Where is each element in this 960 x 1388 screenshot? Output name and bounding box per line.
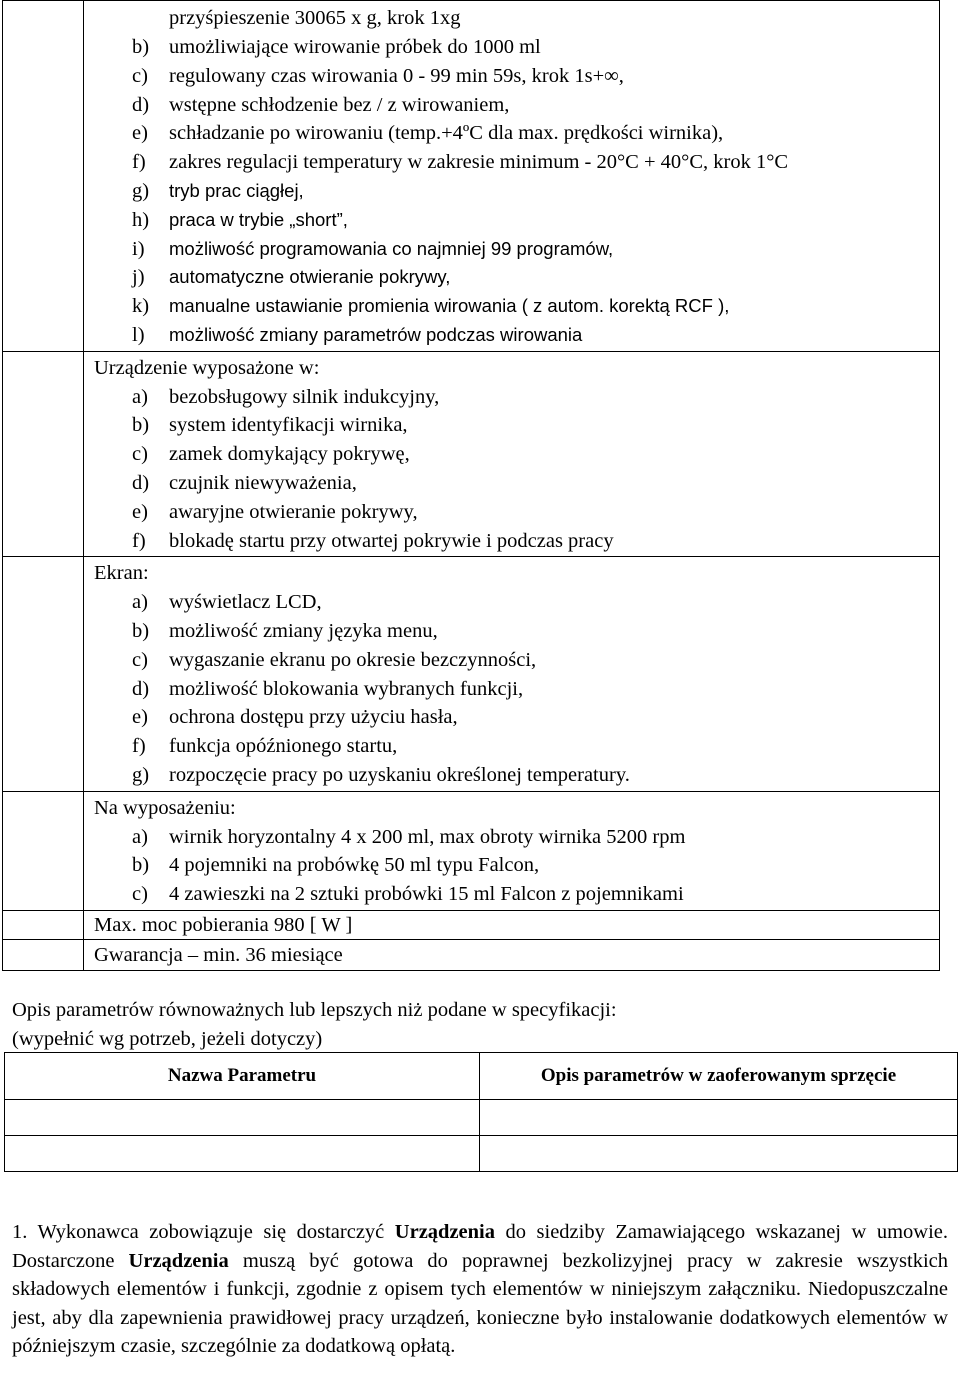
list-item — [94, 411, 939, 440]
accessories-list — [94, 823, 939, 909]
list-item — [94, 148, 939, 177]
list-item — [94, 761, 939, 790]
equipped-list — [94, 383, 939, 556]
list-item-label: j) — [132, 266, 145, 289]
list-item-label: c) — [132, 648, 148, 671]
list-item — [94, 119, 939, 148]
list-item-text: umożliwiające wirowanie próbek do 1000 ml — [169, 36, 541, 58]
list-item-text: bezobsługowy silnik indukcyjny, — [169, 385, 440, 408]
list-item-text: rozpoczęcie pracy po uzyskaniu określonej temperatury. — [169, 763, 630, 786]
list-item-text: wygaszanie ekranu po okresie bezczynności, — [169, 648, 537, 671]
closing-text-3: muszą być gotowa do poprawnej bezkolizyjnej pracy w zakresie wszystkich składowych elementów i funkcji, zgodnie z opisem tych elementów w niniejszym załączniku. Niedopuszczalne jest, aby dla zapewnienia prawidłowej pracy urządzeń, konieczne było instalowanie dodatkowych elementów w późniejszym czasie, szczególnie za dodatkową opłatą. — [12, 1249, 948, 1358]
list-item-text: blokadę startu przy otwartej pokrywie i podczas pracy — [169, 529, 614, 552]
list-item-text: wyświetlacz LCD, — [169, 591, 322, 614]
list-item-label: g) — [132, 179, 150, 202]
table-cell[interactable] — [5, 1136, 480, 1172]
equivalents-line1: Opis parametrów równoważnych lub lepszych niż podane w specyfikacji: — [12, 999, 617, 1021]
list-item-text: zakres regulacji temperatury w zakresie minimum - 20°C + 40°C, krok 1°C — [169, 151, 789, 174]
equivalents-table-row — [5, 1136, 958, 1172]
spec-row-screen — [3, 557, 940, 791]
list-item — [94, 527, 939, 556]
list-item — [94, 703, 939, 732]
closing-bold-1: Urządzenia — [394, 1221, 495, 1243]
list-item — [94, 383, 939, 412]
screen-list — [94, 588, 939, 790]
list-item-text: schładzanie po wirowaniu (temp.+4ºC dla max. prędkości wirnika), — [169, 122, 724, 145]
list-item-label: d) — [132, 93, 150, 116]
spec-row-equipped — [3, 351, 940, 557]
list-item-label: f) — [132, 151, 146, 174]
list-item — [94, 321, 939, 350]
list-item-label: b) — [132, 36, 150, 58]
equivalents-line2: (wypełnić wg potrzeb, jeżeli dotyczy) — [12, 1028, 323, 1050]
list-item-label: c) — [132, 443, 148, 466]
list-item-label: f) — [132, 529, 146, 552]
list-item — [94, 823, 939, 852]
list-item — [94, 62, 939, 91]
list-item-text: wirnik horyzontalny 4 x 200 ml, max obroty wirnika 5200 rpm — [169, 825, 686, 848]
list-item-label: l) — [132, 323, 145, 346]
spec-left-cell — [3, 1, 84, 352]
specification-table — [2, 0, 940, 971]
list-item — [94, 588, 939, 617]
spec-list-block1 — [94, 33, 939, 350]
list-item — [94, 440, 939, 469]
closing-text-1: 1. Wykonawca zobowiązuje się dostarczyć — [12, 1221, 395, 1243]
list-item-text: awaryjne otwieranie pokrywy, — [169, 500, 418, 523]
list-item — [94, 880, 939, 909]
list-item — [94, 732, 939, 761]
list-item-text: 4 zawieszki na 2 sztuki probówki 15 ml Falcon z pojemnikami — [169, 883, 684, 906]
table-cell[interactable] — [5, 1100, 480, 1136]
spec-right-cell — [84, 1, 940, 352]
list-item-text: automatyczne otwieranie pokrywy, — [169, 266, 451, 288]
list-item-label: a) — [132, 385, 148, 408]
closing-text-2: do siedziby Zamawiającego wskazanej w umowie. Dostarczone — [12, 1221, 948, 1272]
list-item — [94, 33, 939, 62]
list-item-text: system identyfikacji wirnika, — [169, 414, 408, 437]
list-item-label: d) — [132, 677, 150, 700]
list-item-text: zamek domykający pokrywę, — [169, 443, 410, 466]
list-item-text: możliwość programowania co najmniej 99 programów, — [169, 237, 614, 259]
list-item-text: ochrona dostępu przy użyciu hasła, — [169, 706, 458, 729]
equipped-heading: Urządzenie wyposażone w: — [94, 356, 320, 379]
list-item-text: możliwość zmiany parametrów podczas wirowania — [169, 323, 583, 345]
closing-bold-2: Urządzenia — [128, 1249, 229, 1272]
list-item — [94, 646, 939, 675]
list-item-label: a) — [132, 591, 148, 614]
list-item-label: e) — [132, 500, 148, 523]
list-item — [94, 235, 939, 264]
list-item — [94, 91, 939, 120]
screen-heading: Ekran: — [94, 562, 149, 585]
list-item — [94, 675, 939, 704]
list-item-label: b) — [132, 854, 150, 877]
list-item — [94, 498, 939, 527]
spec-continuation: przyśpieszenie 30065 x g, krok 1xg — [169, 7, 461, 29]
list-item-label: b) — [132, 619, 150, 642]
list-item-text: regulowany czas wirowania 0 - 99 min 59s, krok 1s+∞, — [169, 64, 624, 87]
list-item — [94, 177, 939, 206]
equivalents-table-row — [5, 1100, 958, 1136]
list-item — [94, 206, 939, 235]
list-item-label: g) — [132, 763, 150, 786]
list-item — [94, 263, 939, 292]
spec-row-power — [3, 910, 940, 939]
list-item-label: b) — [132, 414, 150, 437]
list-item-text: możliwość zmiany języka menu, — [169, 619, 438, 642]
list-item-label: i) — [132, 237, 145, 260]
equivalents-table-header — [5, 1053, 958, 1100]
equivalents-table — [4, 1052, 958, 1172]
list-item-text: funkcja opóźnionego startu, — [169, 735, 398, 758]
list-item-label: k) — [132, 295, 150, 318]
list-item-label: c) — [132, 64, 148, 87]
warranty-value: Gwarancja – min. 36 miesiące — [94, 943, 343, 966]
list-item-text: 4 pojemniki na probówkę 50 ml typu Falcon, — [169, 854, 540, 877]
list-item-text: czujnik niewyważenia, — [169, 471, 357, 494]
accessories-heading: Na wyposażeniu: — [94, 796, 236, 819]
table-cell[interactable] — [480, 1100, 958, 1136]
list-item-text: możliwość blokowania wybranych funkcji, — [169, 677, 524, 700]
list-item-text: wstępne schłodzenie bez / z wirowaniem, — [169, 93, 510, 116]
closing-paragraph — [12, 1218, 948, 1361]
list-item — [94, 469, 939, 498]
list-item-text: tryb prac ciągłej, — [169, 179, 304, 201]
list-item-label: e) — [132, 706, 148, 729]
spec-row-main — [3, 1, 940, 352]
spec-row-accessories — [3, 791, 940, 910]
col-header-name: Nazwa Parametru — [5, 1053, 480, 1100]
list-item-label: a) — [132, 825, 148, 848]
list-item — [94, 292, 939, 321]
list-item-label: d) — [132, 471, 150, 494]
list-item-label: e) — [132, 122, 148, 145]
equivalents-note — [12, 996, 617, 1054]
col-header-description: Opis parametrów w zaoferowanym sprzęcie — [480, 1053, 958, 1100]
list-item-label: h) — [132, 208, 150, 231]
power-value: Max. moc pobierania 980 [ W ] — [94, 913, 353, 936]
list-item-label: c) — [132, 883, 148, 906]
list-item-label: f) — [132, 735, 146, 758]
list-item-text: manualne ustawianie promienia wirowania ( z autom. korektą RCF ), — [169, 295, 730, 317]
list-item — [94, 617, 939, 646]
list-item — [94, 851, 939, 880]
list-item-text: praca w trybie „short”, — [169, 208, 348, 230]
spec-row-warranty — [3, 939, 940, 970]
table-cell[interactable] — [480, 1136, 958, 1172]
